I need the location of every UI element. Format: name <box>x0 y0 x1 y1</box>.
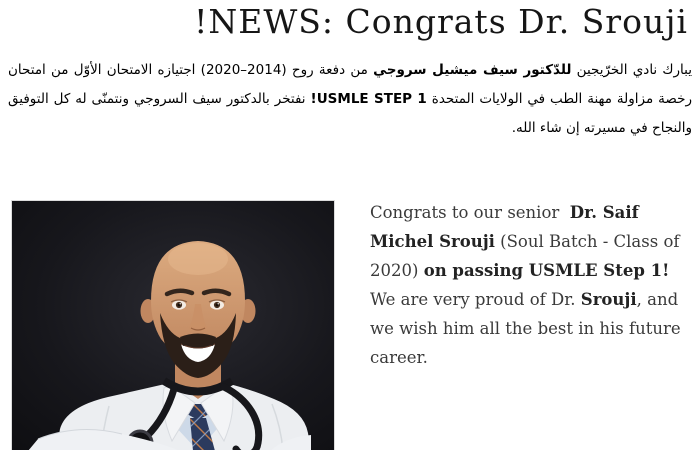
text-segment: (Soul Batch - Class of 2020) <box>370 232 685 280</box>
head-shine <box>168 243 228 275</box>
doctor-photo <box>11 200 335 450</box>
text-segment: We are very proud of Dr. <box>370 261 680 309</box>
english-announcement <box>370 198 688 372</box>
text-segment: للدّكتور سيف ميشيل سروجي <box>373 62 572 78</box>
doctor-portrait-illustration <box>12 201 334 450</box>
page-title: !NEWS: Congrats Dr. Srouji <box>194 2 688 41</box>
text-segment: Congrats to our senior <box>370 203 570 222</box>
text-segment: Srouji <box>580 290 637 309</box>
text-segment: on passing USMLE Step 1! <box>423 261 670 280</box>
text-segment: USMLE STEP 1! <box>310 91 427 107</box>
text-segment: من دفعة روح (2014–2020) اجتيازه الامتحان الأوّل من امتحان رخصة مزاولة مهنة الطب في الولايات المتحدة <box>8 62 692 107</box>
text-segment: Dr. Saif Michel Srouji <box>370 203 645 251</box>
arabic-announcement <box>8 56 692 143</box>
news-article <box>0 2 700 450</box>
content-row <box>11 200 700 450</box>
text-segment: يبارك نادي الخرّيجين <box>571 62 693 78</box>
text-segment: نفتخر بالدكتور سيف السروجي ونتمنّى له كل التوفيق والنجاح في مسيرته إن شاء الله. <box>8 91 692 136</box>
text-segment: , and we wish him all the best in his future career. <box>370 290 686 367</box>
